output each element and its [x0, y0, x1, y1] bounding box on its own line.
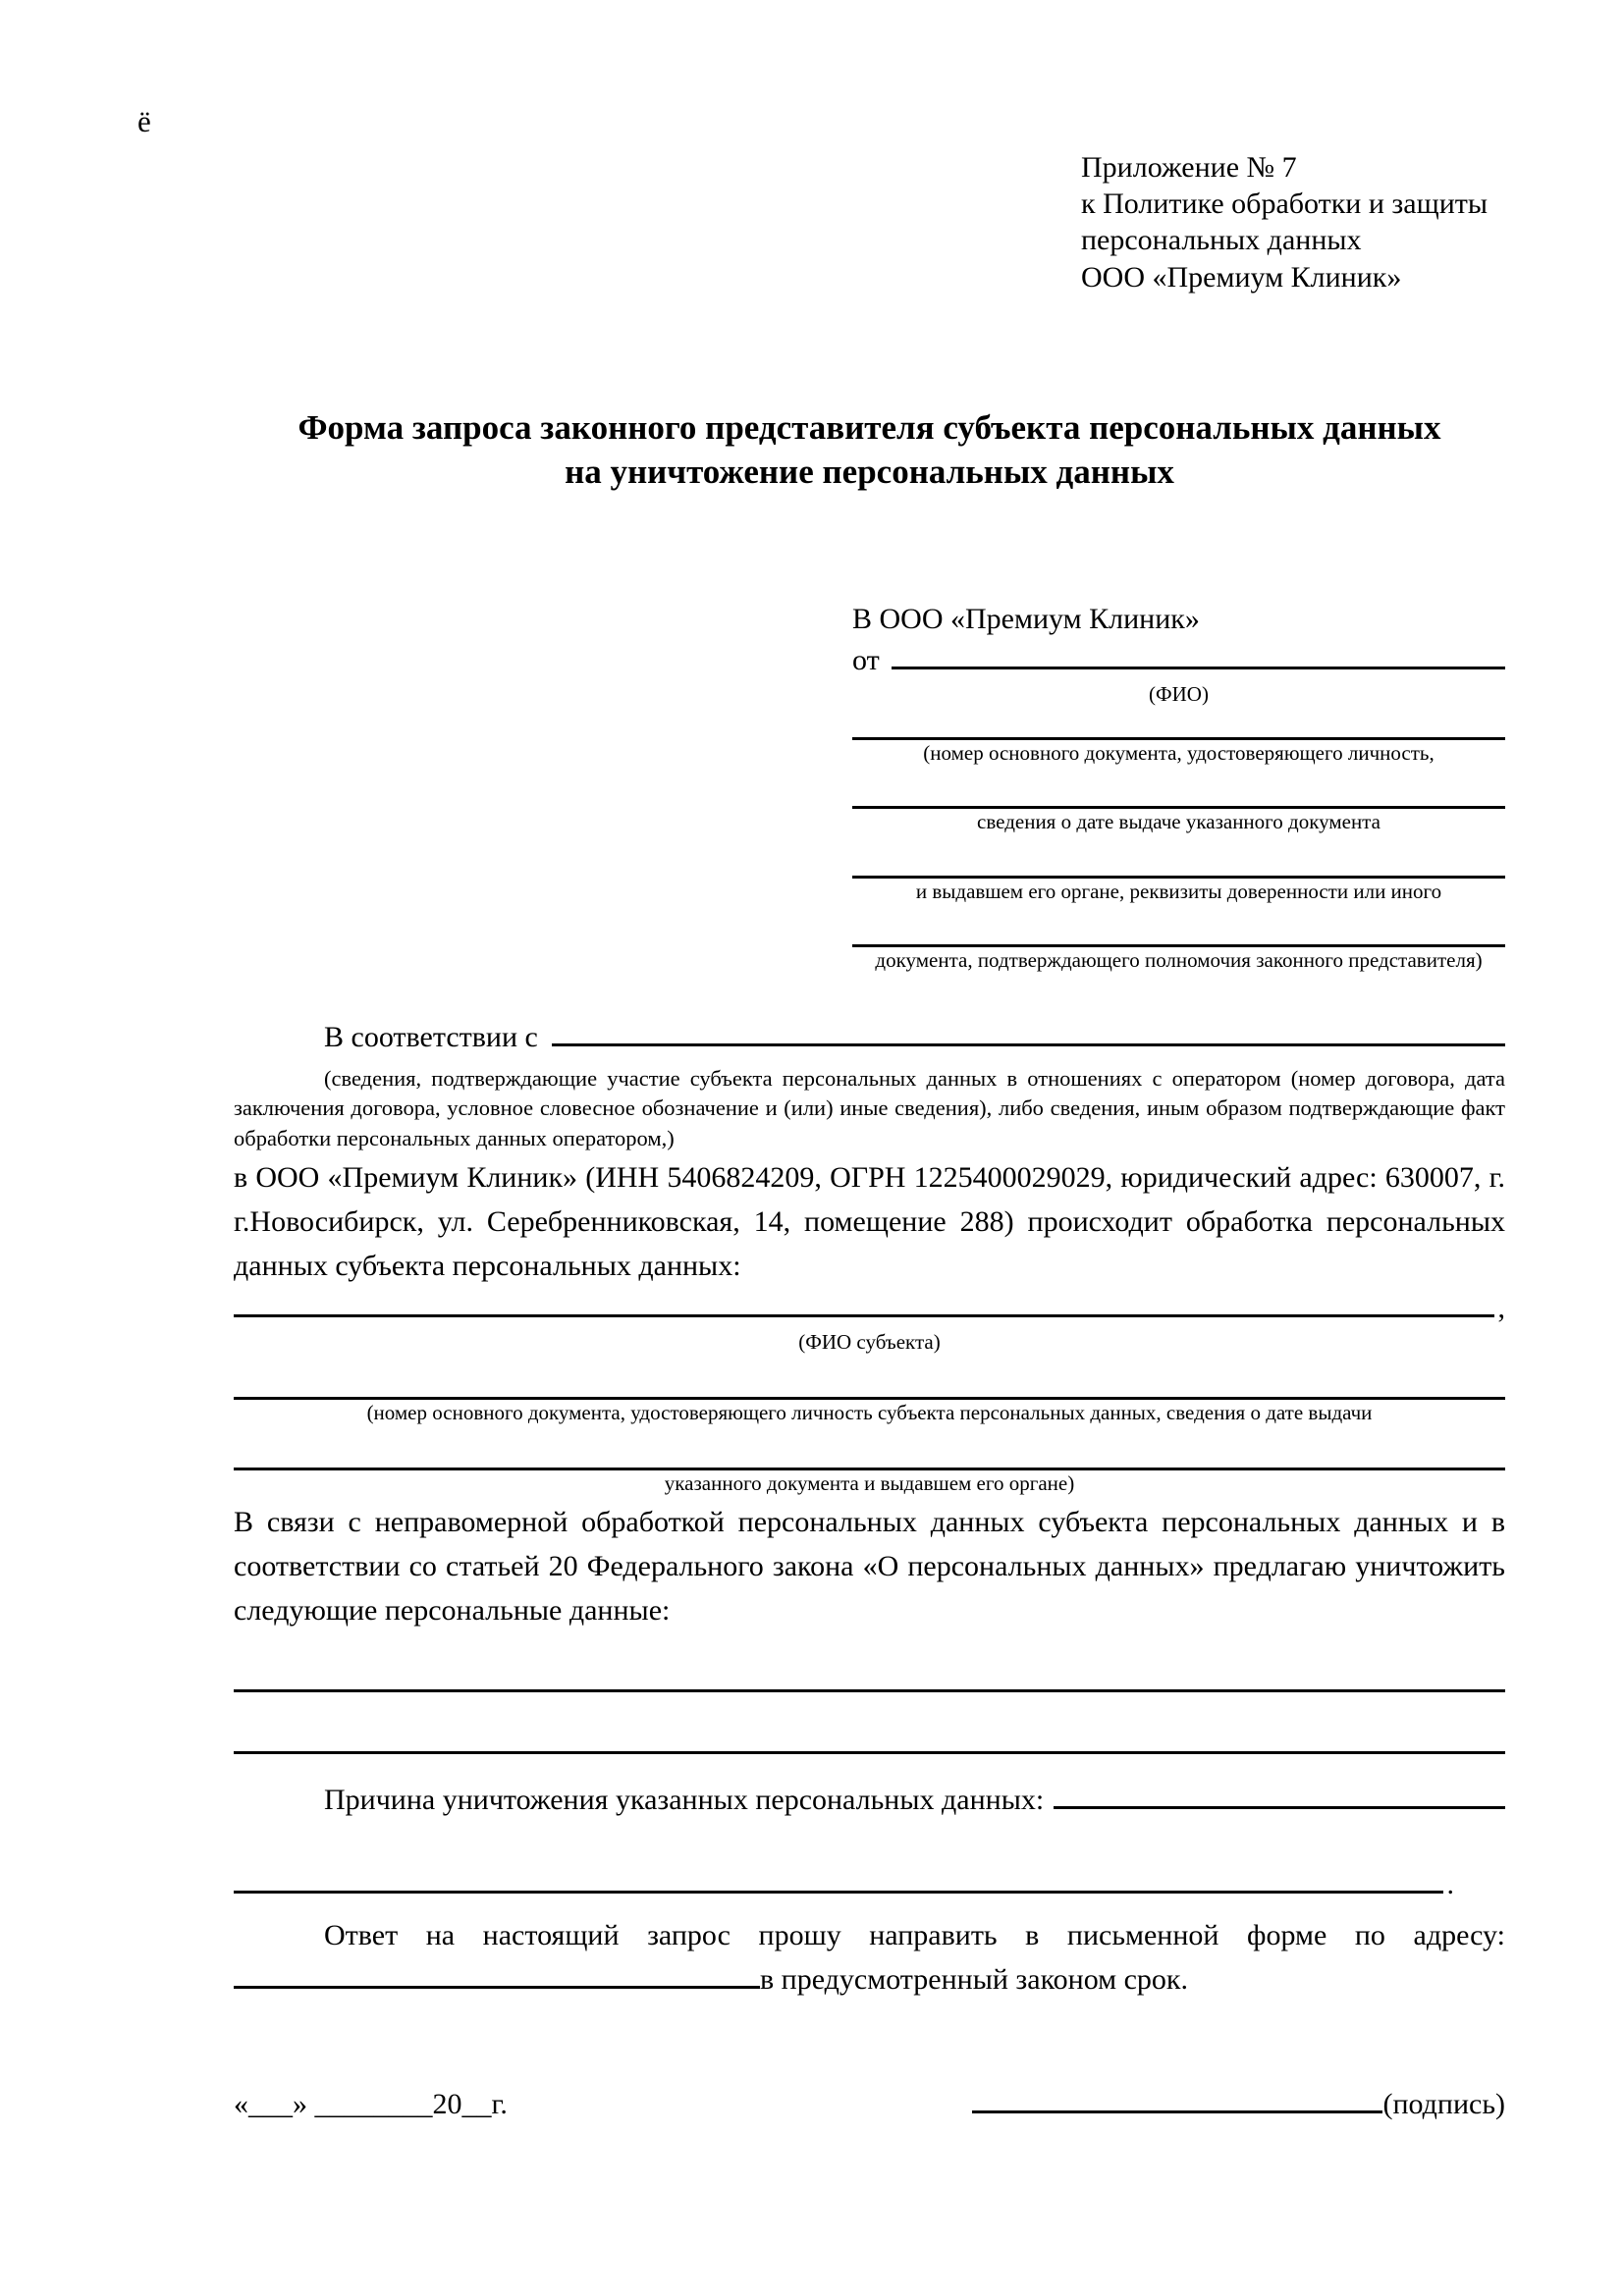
demand-paragraph: В связи с неправомерной обработкой персональных данных субъекта персональных данных и в соответствии со статьей 20 Федерального закона «О персональных данных» предлагаю уничтожить следующие персональные данные: [234, 1505, 1505, 1627]
field-caption: сведения о дате выдаче указанного документа [977, 810, 1380, 834]
reason-lead: Причина уничтожения указанных персональных данных: [324, 1783, 1045, 1816]
appendix-line: персональных данных [1081, 224, 1362, 257]
reason-row [234, 1780, 1505, 1821]
addressee-to: В ООО «Премиум Клиник» [852, 602, 1200, 635]
title-line: на уничтожение персональных данных [565, 453, 1174, 492]
field-caption: документа, подтверждающего полномочия законного представителя) [875, 947, 1483, 972]
according-lead: В соответствии с [324, 1021, 538, 1054]
from-label: от [852, 643, 880, 676]
appendix-block [1081, 149, 1505, 295]
document-title [234, 405, 1505, 495]
stray-character: ё [137, 104, 151, 138]
blank-line [234, 1986, 760, 1989]
signature-row [234, 2084, 1505, 2125]
subject-doc-caption: (номер основного документа, удостоверяющего личность субъекта персональных данных, сведения о дате выдачи [366, 1400, 1373, 1424]
blank-line [1054, 1806, 1505, 1809]
answer-paragraph: Ответ на настоящий запрос прошу направить в письменной форме по адресу: [324, 1918, 1505, 1951]
signature-caption: (подпись) [1382, 2087, 1505, 2120]
blank-line [234, 1751, 1505, 1754]
blank-line [234, 1689, 1505, 1692]
fine-print-note: (сведения, подтверждающие участие субъекта персональных данных в отношениях с оператором (номер договора, дата заключения договора, условное словесное обозначение и (или) иные сведения), либо сведения, иным образом подтверждающие факт обработки персональных данных оператором,) [234, 1066, 1505, 1150]
line-period: . [1446, 1867, 1454, 1900]
appendix-line: Приложение № 7 [1081, 151, 1297, 184]
subject-fio-row [234, 1288, 1505, 1329]
appendix-line: к Политике обработки и защиты [1081, 187, 1489, 221]
field-caption: (номер основного документа, удостоверяющего личность, [923, 741, 1435, 766]
from-blank-line [892, 667, 1505, 669]
subject-fio-caption: (ФИО субъекта) [798, 1329, 941, 1354]
according-row [234, 1017, 1505, 1058]
reason-continuation-row [234, 1864, 1505, 1905]
appendix-line: ООО «Премиум Клиник» [1081, 260, 1402, 294]
blank-line [234, 1314, 1494, 1317]
operator-paragraph: в ООО «Премиум Клиник» (ИНН 5406824209, ОГРН 1225400029029, юридический адрес: 630007, г. г.Новосибирск, ул. Серебренниковская, 14, помещение 288) происходит обработка персональных данных субъекта персональных данных: [234, 1160, 1505, 1282]
date-blank: «___» ________20__г. [234, 2087, 508, 2120]
addressee-block [852, 599, 1505, 974]
signature-blank-line [972, 2110, 1382, 2113]
signature-area [972, 2084, 1505, 2125]
line-comma: , [1497, 1291, 1505, 1324]
answer-tail: в предусмотренный законом срок. [760, 1962, 1188, 1996]
from-row [852, 640, 1505, 681]
answer-address-row [234, 1957, 1505, 2002]
fio-caption: (ФИО) [1149, 681, 1209, 706]
field-caption: и выдавшем его органе, реквизиты доверенности или иного [915, 879, 1442, 903]
blank-line [234, 1891, 1443, 1894]
subject-doc-caption: указанного документа и выдавшем его органе) [664, 1471, 1075, 1496]
blank-line [552, 1043, 1505, 1046]
title-line: Форма запроса законного представителя субъекта персональных данных [298, 407, 1441, 447]
